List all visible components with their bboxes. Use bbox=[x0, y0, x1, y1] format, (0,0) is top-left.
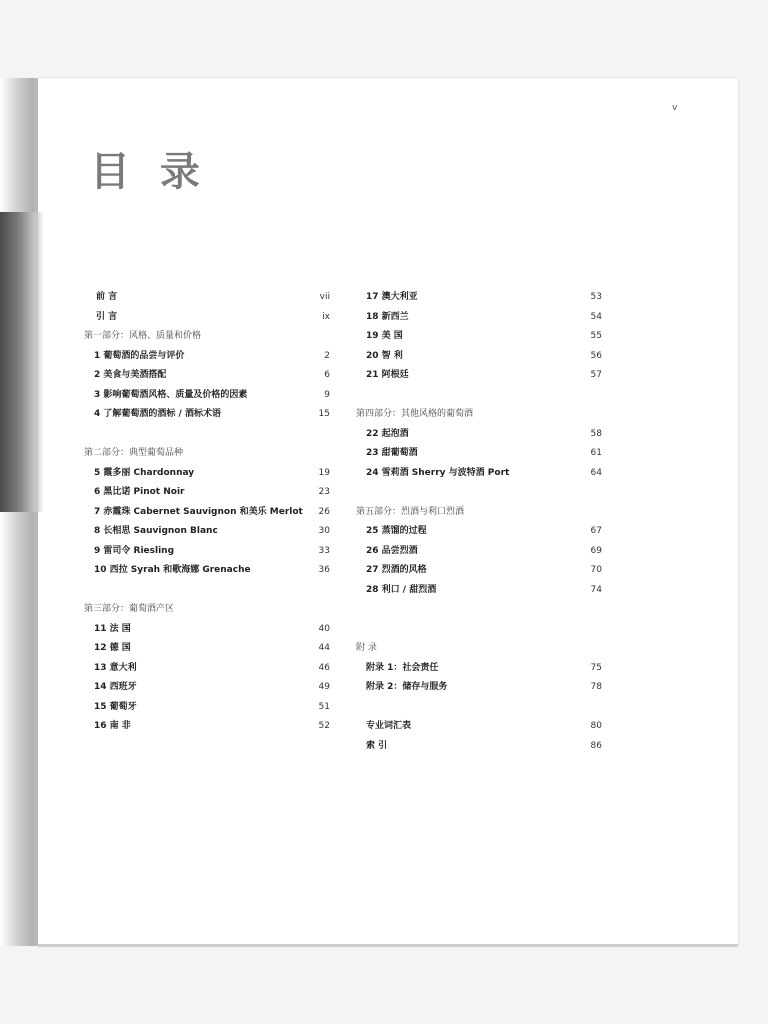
toc-spacer bbox=[356, 600, 606, 620]
toc-spacer bbox=[84, 425, 334, 445]
toc-page-number: 9 bbox=[324, 389, 330, 400]
toc-spacer bbox=[356, 386, 606, 406]
toc-entry[interactable] bbox=[84, 620, 334, 640]
toc-entry-label: 5 霞多丽 Chardonnay bbox=[94, 467, 195, 478]
toc-page-number: 33 bbox=[318, 545, 330, 556]
toc-spacer bbox=[356, 620, 606, 640]
toc-entry-label: 28 利口 / 甜烈酒 bbox=[366, 584, 437, 595]
toc-entry-label: 7 赤霞珠 Cabernet Sauvignon 和美乐 Merlot bbox=[94, 506, 303, 517]
toc-entry-label: 11 法 国 bbox=[94, 623, 131, 634]
toc-entry[interactable] bbox=[84, 659, 334, 679]
toc-page-number: 74 bbox=[590, 584, 602, 595]
toc-entry-label: 1 葡萄酒的品尝与评价 bbox=[94, 350, 185, 361]
toc-entry-label: 25 蒸馏的过程 bbox=[366, 526, 427, 536]
toc-entry-label: 附录 2：储存与服务 bbox=[366, 682, 448, 692]
toc-entry-label: 24 雪莉酒 Sherry 与波特酒 Port bbox=[366, 467, 510, 478]
toc-spacer bbox=[84, 581, 334, 601]
toc-page-number: 26 bbox=[318, 506, 330, 517]
toc-entry[interactable] bbox=[84, 503, 334, 523]
toc-page-number: 46 bbox=[318, 662, 330, 673]
toc-entry-label: 12 德 国 bbox=[94, 643, 131, 653]
toc-entry[interactable] bbox=[356, 444, 606, 464]
toc-spacer bbox=[356, 483, 606, 503]
toc-entry[interactable] bbox=[84, 308, 334, 328]
toc-entry-label: 8 长相思 Sauvignon Blanc bbox=[94, 526, 218, 536]
toc-entry-label: 15 葡萄牙 bbox=[94, 701, 137, 712]
toc-entry[interactable] bbox=[356, 308, 606, 328]
toc-entry-label: 索 引 bbox=[366, 740, 388, 751]
toc-page-number: 30 bbox=[318, 526, 330, 536]
toc-page-number: 70 bbox=[590, 565, 602, 575]
toc-entry-label: 引 言 bbox=[96, 311, 118, 322]
toc-entry[interactable] bbox=[356, 288, 606, 308]
toc-left-column bbox=[84, 288, 334, 737]
toc-page-number: 56 bbox=[590, 350, 602, 361]
toc-page-number: 75 bbox=[590, 662, 602, 673]
toc-entry[interactable] bbox=[356, 542, 606, 562]
toc-entry[interactable] bbox=[356, 581, 606, 601]
toc-entry[interactable] bbox=[356, 561, 606, 581]
toc-entry[interactable] bbox=[84, 717, 334, 737]
toc-entry-label: 16 南 非 bbox=[94, 721, 131, 731]
toc-entry-label: 前 言 bbox=[96, 292, 118, 302]
toc-entry-label: 6 黑比诺 Pinot Noir bbox=[94, 487, 185, 497]
toc-entry-label: 专业词汇表 bbox=[366, 721, 412, 731]
toc-part-heading bbox=[84, 600, 334, 620]
toc-page-number: 40 bbox=[318, 623, 330, 634]
toc-entry-label: 21 阿根廷 bbox=[366, 370, 409, 380]
toc-page-number: 78 bbox=[590, 682, 602, 692]
page-title: 目 录 bbox=[90, 149, 208, 195]
toc-entry-label: 第一部分：风格、质量和价格 bbox=[84, 331, 202, 341]
toc-page-number: 69 bbox=[590, 545, 602, 556]
toc-entry[interactable] bbox=[356, 464, 606, 484]
toc-page-number: 51 bbox=[318, 701, 330, 712]
toc-entry-label: 第三部分：葡萄酒产区 bbox=[84, 604, 175, 614]
toc-entry[interactable] bbox=[84, 561, 334, 581]
toc-entry-label: 第二部分：典型葡萄品种 bbox=[84, 448, 184, 458]
toc-page-number: 80 bbox=[590, 721, 602, 731]
toc-entry-label: 第五部分：烈酒与利口烈酒 bbox=[356, 506, 465, 517]
toc-right-column bbox=[356, 288, 606, 756]
book-spine-dark-edge bbox=[0, 212, 44, 512]
toc-entry[interactable] bbox=[84, 678, 334, 698]
toc-page-number: 53 bbox=[590, 292, 602, 302]
toc-page-number: 15 bbox=[318, 409, 330, 419]
toc-page-number: 2 bbox=[324, 350, 330, 361]
toc-page-number: 61 bbox=[590, 448, 602, 458]
toc-entry-label: 附录 1：社会责任 bbox=[366, 662, 439, 673]
toc-entry-label: 26 品尝烈酒 bbox=[366, 545, 418, 556]
toc-entry-label: 13 意大利 bbox=[94, 662, 137, 673]
toc-entry[interactable] bbox=[84, 522, 334, 542]
toc-entry[interactable] bbox=[84, 542, 334, 562]
toc-entry-label: 附 录 bbox=[356, 643, 377, 653]
toc-entry-label: 18 新西兰 bbox=[366, 311, 409, 322]
toc-entry-label: 17 澳大利亚 bbox=[366, 292, 418, 302]
toc-entry[interactable] bbox=[356, 737, 606, 757]
toc-part-heading bbox=[356, 503, 606, 523]
toc-entry-label: 9 雷司令 Riesling bbox=[94, 545, 175, 556]
toc-entry[interactable] bbox=[84, 386, 334, 406]
toc-entry[interactable] bbox=[356, 659, 606, 679]
toc-part-heading bbox=[356, 405, 606, 425]
toc-part-heading bbox=[356, 639, 606, 659]
toc-page-number: 23 bbox=[318, 487, 330, 497]
toc-entry-label: 14 西班牙 bbox=[94, 682, 137, 692]
toc-entry[interactable] bbox=[84, 464, 334, 484]
toc-page-number: 55 bbox=[590, 331, 602, 341]
toc-entry-label: 19 美 国 bbox=[366, 331, 403, 341]
toc-page-number: 36 bbox=[318, 565, 330, 575]
toc-entry-label: 27 烈酒的风格 bbox=[366, 565, 427, 575]
toc-page-number: 52 bbox=[318, 721, 330, 731]
toc-part-heading bbox=[84, 444, 334, 464]
toc-entry[interactable] bbox=[84, 483, 334, 503]
toc-part-heading bbox=[84, 327, 334, 347]
toc-entry[interactable] bbox=[356, 717, 606, 737]
toc-entry[interactable] bbox=[356, 425, 606, 445]
toc-page-number: vii bbox=[319, 292, 330, 302]
page-bottom-edge bbox=[38, 944, 738, 947]
toc-entry-label: 3 影响葡萄酒风格、质量及价格的因素 bbox=[94, 389, 248, 400]
toc-entry[interactable] bbox=[356, 678, 606, 698]
toc-entry[interactable] bbox=[84, 405, 334, 425]
toc-page-number: 44 bbox=[318, 643, 330, 653]
toc-entry-label: 2 美食与美酒搭配 bbox=[94, 370, 167, 380]
toc-page-number: ix bbox=[322, 311, 330, 322]
toc-entry-label: 4 了解葡萄酒的酒标 / 酒标术语 bbox=[94, 409, 221, 419]
toc-page-number: 19 bbox=[318, 467, 330, 478]
toc-page-number: 67 bbox=[590, 526, 602, 536]
toc-entry[interactable] bbox=[356, 347, 606, 367]
toc-entry[interactable] bbox=[356, 522, 606, 542]
toc-entry[interactable] bbox=[84, 288, 334, 308]
toc-page-number: 54 bbox=[590, 311, 602, 322]
toc-entry[interactable] bbox=[356, 327, 606, 347]
toc-spacer bbox=[356, 698, 606, 718]
toc-entry[interactable] bbox=[84, 347, 334, 367]
toc-page-number: 6 bbox=[324, 370, 330, 380]
toc-entry[interactable] bbox=[84, 366, 334, 386]
toc-entry-label: 10 西拉 Syrah 和歌海娜 Grenache bbox=[94, 565, 251, 575]
toc-entry[interactable] bbox=[356, 366, 606, 386]
toc-entry-label: 23 甜葡萄酒 bbox=[366, 448, 418, 458]
toc-entry-label: 20 智 利 bbox=[366, 350, 403, 361]
toc-page-number: 49 bbox=[318, 682, 330, 692]
toc-entry-label: 22 起泡酒 bbox=[366, 428, 409, 439]
toc-page-number: 86 bbox=[590, 740, 602, 751]
toc-page-number: 64 bbox=[590, 467, 602, 478]
toc-entry[interactable] bbox=[84, 639, 334, 659]
roman-page-number: v bbox=[672, 103, 678, 113]
toc-entry-label: 第四部分：其他风格的葡萄酒 bbox=[356, 409, 474, 419]
toc-page-number: 57 bbox=[590, 370, 602, 380]
toc-page-number: 58 bbox=[590, 428, 602, 439]
toc-entry[interactable] bbox=[84, 698, 334, 718]
